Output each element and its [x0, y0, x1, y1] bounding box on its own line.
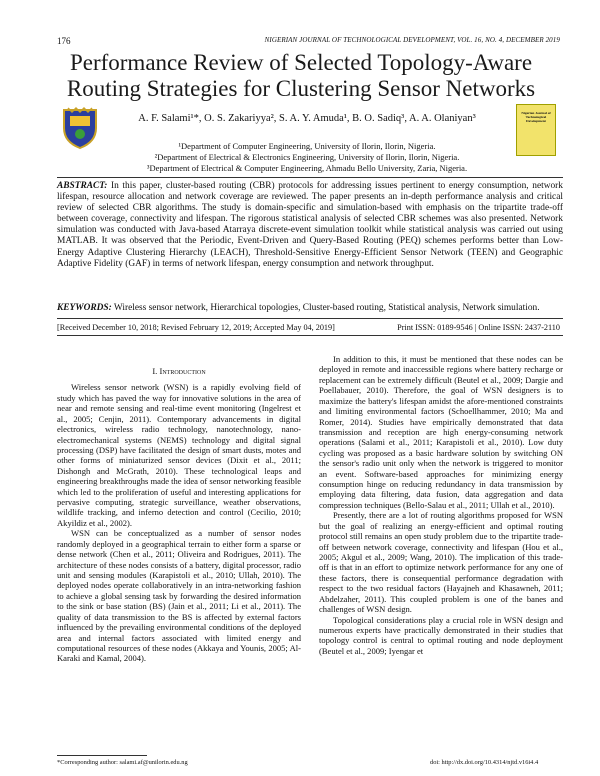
university-crest-logo [60, 106, 100, 150]
divider-top [57, 177, 563, 178]
paragraph: WSN can be conceptualized as a number of sensor nodes randomly deployed in a geographical terrain to either form a sparse or dense network (Chen et al., 2011; Oliveira and Rodrigues, 2011). The architecture of these nodes consists of a battery, digital processor, radio unit and sensing modules (Karapistoli et al., 2010; Ullah, 2010). The deployed nodes operate collaboratively in an intra-networking fashion to achieve a global sensing task by forwarding the desired information to the sink or base station (BS) (Jain et al., 2011; Li et al., 2011). The quality of data transmission to the BS is affected by external factors influenced by the prevailing environmental conditions of the deployed area and internal factors associated with limited energy and computational resources of these nodes (Akkaya and Younis, 2005; Al-Karaki and Kamal, 2004). [57, 528, 301, 664]
divider-bottom [57, 335, 563, 336]
authors: A. F. Salami¹*, O. S. Zakariyya², S. A. Y. Amuda¹, B. O. Sadiq³, A. A. Olaniyan³ [138, 113, 476, 124]
left-column [57, 366, 301, 664]
journal-logo-text: Nigerian Journal of Technological Development [521, 111, 551, 123]
paper-title [40, 50, 562, 102]
issn: Print ISSN: 0189-9546 | Online ISSN: 2437-2110 [397, 323, 560, 332]
title-line-2: Routing Strategies for Clustering Sensor Networks [66, 76, 536, 101]
paragraph: In addition to this, it must be mentioned that these nodes can be deployed in remote and inaccessible regions where battery recharge or replacement can be extremely difficult (Beutel et al., 2009; Dargie and Poellabauer, 2010). Therefore, the goal of WSN designers is to maximize the battery's lifespan amidst the afore-mentioned constraints and limiting environmental factors (Schoellhammer, 2010; Ma and Romer, 2014). Studies have empirically demonstrated that data transmission and reception are high energy-consuming network operations (Salami et al., 2011; Karapistoli et al., 2010). Low duty cycling was proposed as a basic hardware solution by switching ON the sensor's radio unit only when the network is triggered to monitor an event. Software-based approaches for minimizing energy consumption hinge on reducing redundancy in data transmission by employing data filtering, data fusion, data aggregation and data compression techniques (Bello-Salau et al., 2011; Ullah et al., 2010). [319, 354, 563, 510]
paragraph: Topological considerations play a crucial role in WSN design and numerous experts have practically demonstrated in their studies that topology control is central to optimal routing and node deployment (Beutel et al., 2009; Iyengar et [319, 614, 563, 656]
abstract [57, 181, 563, 270]
section-heading: I. Introduction [152, 366, 206, 376]
right-column [319, 354, 563, 656]
divider-middle [57, 318, 563, 319]
keywords [57, 303, 563, 314]
journal-cover-logo [516, 104, 556, 156]
affiliation-1: ¹Department of Computer Engineering, University of Ilorin, Ilorin, Nigeria. [178, 141, 436, 151]
running-header: NIGERIAN JOURNAL OF TECHNOLOGICAL DEVELOPMENT, VOL. 16, NO. 4, DECEMBER 2019 [264, 36, 560, 44]
abstract-label: ABSTRACT: [57, 181, 108, 191]
keywords-text: Wireless sensor network, Hierarchical topologies, Cluster-based routing, Statistical analysis, Network simulation. [113, 303, 540, 313]
paragraph: Wireless sensor network (WSN) is a rapidly evolving field of study which has paved the way for innovative solutions in the area of near and remote sensing and real-time event monitoring (Ingelrest et al., 2005; Cenjin, 2011). Contemporary advancements in digital electronics, wireless radio technology, nanotechnology, nano-electromechanical systems (NEMS) technology and digital signal processing (DSP) have facilitated the design of smart dusts, motes and other forms of miniaturized sensor devices (Dixit et al., 2011; Dishongh and McGrath, 2010). These technological leaps and engineering breakthroughs made the idea of sensor networking feasible which led to the proliferation of useful and interesting applications for pervasive computing, strategic surveillance, weather observations, wildlife tracking, and inferno detection and control (Cecilio, 2010; Akyildiz et al., 2002). [57, 382, 301, 528]
keywords-label: KEYWORDS: [57, 303, 112, 313]
title-line-1: Performance Review of Selected Topology-Aware [69, 50, 533, 75]
page-number: 176 [57, 36, 71, 46]
doi-link[interactable]: doi: http://dx.doi.org/10.4314/njtd.v16i4.4 [430, 759, 539, 766]
corresponding-author-footnote: *Corresponding author: salami.af@unilorin.edu.ng [57, 759, 188, 766]
affiliation-3: ³Department of Electrical & Computer Engineering, Ahmadu Bello University, Zaria, Nigeria. [146, 163, 468, 173]
abstract-text: In this paper, cluster-based routing (CBR) protocols for addressing issues pertinent to energy consumption, network lifespan, resource allocation and network coverage are reviewed. The paper presents an in-depth performance analysis and critical review of selected CBR algorithms. The study is domain-specific and simulation-based with emphasis on the tripartite trade-off between coverage, connectivity and lifespan. The rigorous statistical analysis of selected CBR schemes was also presented. Network simulation was conducted with Java-based Atarraya discrete-event simulation toolkit while statistical analysis was carried out using MATLAB. It was observed that the Periodic, Event-Driven and Query-Based Routing (PEQ) schemes performs better than Low-Energy Adaptive Clustering Hierarchy (LEACH), Threshold-Sensitive Energy-Efficient Sensor Network (TEEN) and Geographic Adaptive Fidelity (GAF) in terms of network lifespan, energy consumption and network throughput. [57, 181, 563, 269]
affiliation-2: ²Department of Electrical & Electronics Engineering, University of Ilorin, Ilorin, Nigeria. [154, 152, 460, 162]
footnote-rule [57, 755, 147, 756]
paragraph: Presently, there are a lot of routing algorithms proposed for WSN but the goal of realizing an energy-efficient and optimal routing protocol still remains an open study problem due to the tripartite trade-off between network coverage, connectivity and lifespan (Hou et al., 2005; Akgul et al., 2009; Wang, 2010). The implication of this trade-off is that in an effort to optimize network performance for any one of these factors, there is consequential performance degradation with respect to the two residual factors (Hayajneh and Khasawneh, 2011; Abdelzaher, 2011). This coupled problem is one of the banes and challenges of WSN design. [319, 510, 563, 615]
received-dates: [Received December 10, 2018; Revised February 12, 2019; Accepted May 04, 2019] [57, 323, 335, 332]
